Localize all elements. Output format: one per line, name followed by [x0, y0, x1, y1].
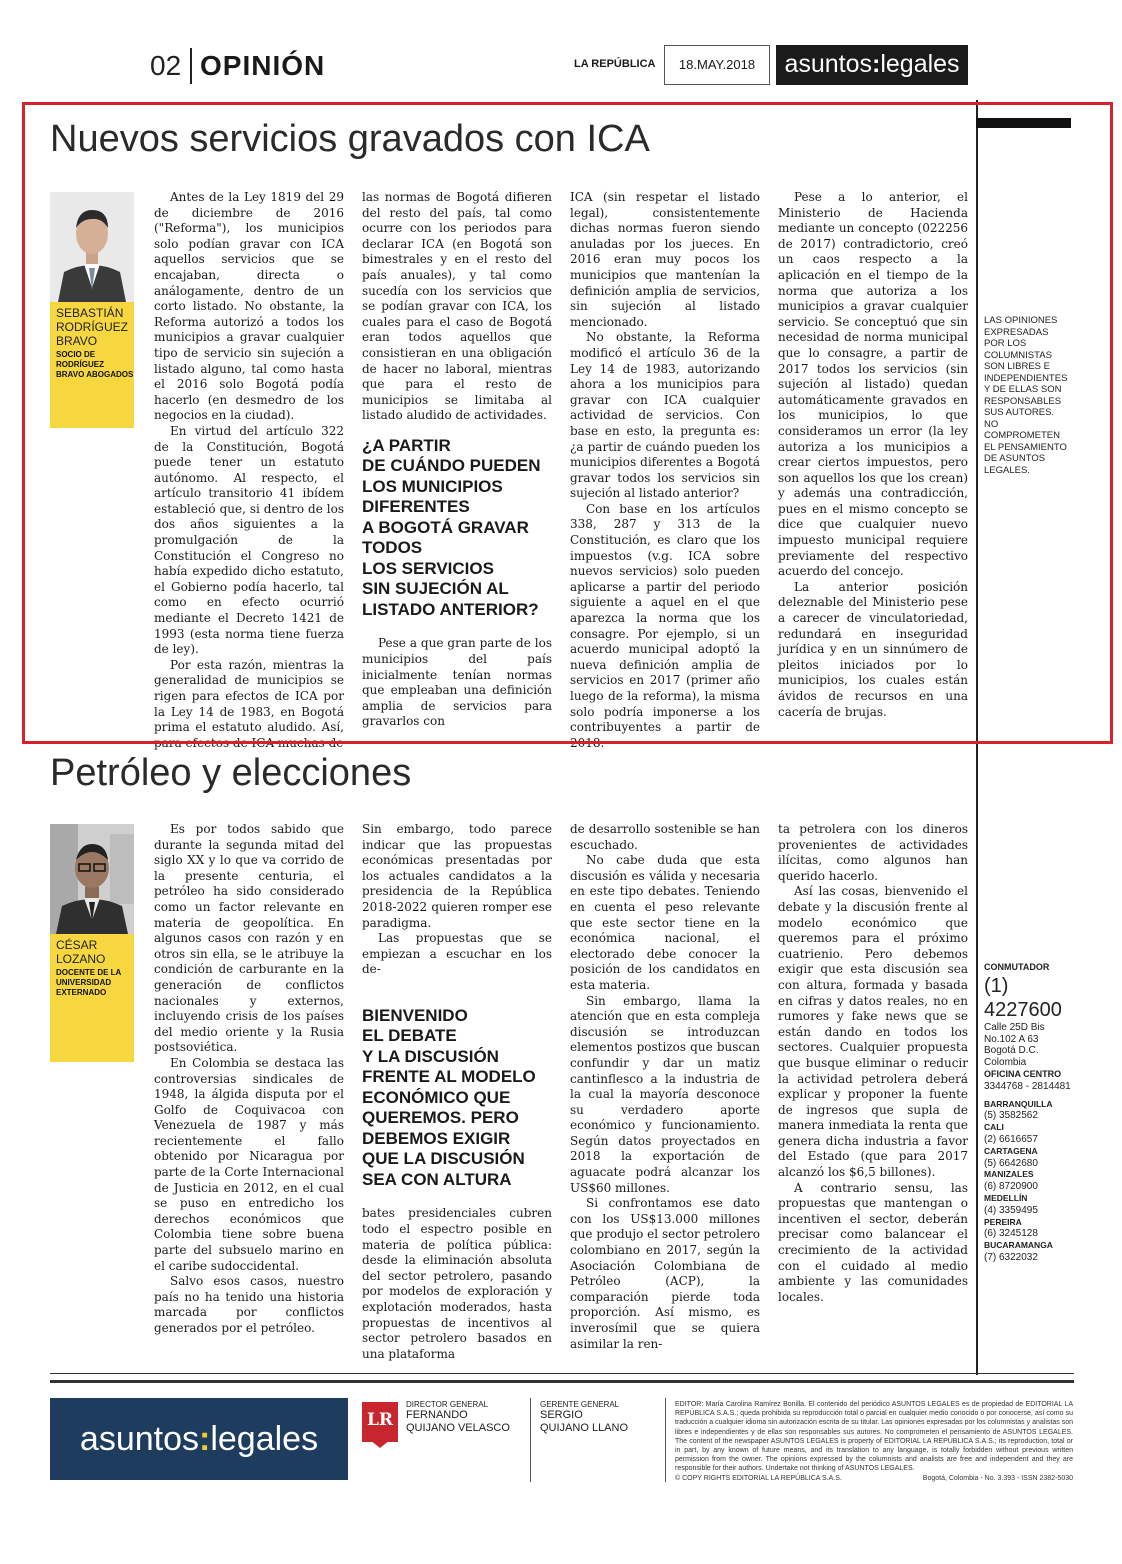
sidebar-top-bar	[976, 118, 1071, 128]
paragraph: Pese a que gran parte de los municipios del país inicialmente tenían normas que empleaban una definición amplia de servicios para gravarlos con	[362, 636, 552, 729]
director-credit: DIRECTOR GENERAL FERNANDO QUIJANO VELASCO	[406, 1400, 510, 1434]
city-phone: (6) 3245128	[984, 1228, 1038, 1240]
address-line: Calle 25D Bis	[984, 1021, 1045, 1033]
paragraph: Así las cosas, bienvenido el debate y la discusión frente al modelo económico que queremos para el próximo cuatrienio. Pero debemos exigir que esta discusión sea con altura, formada y basada en cifras y datos reales, no en rumores y fake news que se están dando en todos los sectores. Cualquier propuesta que busque eliminar o reducir la actividad petrolera deberá explicar y proponer la fuente de ingresos que supla de manera inmediata la renta que genera dicha industria a favor del Estado (que para 2017 alcanzó los $6,5 billones).	[778, 884, 968, 1180]
article1-column-2	[362, 190, 552, 730]
city-name: BUCARAMANGA	[984, 1240, 1053, 1251]
city-name: PEREIRA	[984, 1216, 1022, 1227]
article1-column-3	[570, 190, 760, 751]
article2-author-card	[50, 824, 134, 1062]
address-line: No.102 A 63	[984, 1033, 1039, 1045]
oficina-label: OFICINA CENTRO	[984, 1068, 1062, 1079]
paragraph: Con base en los artículos 338, 287 y 313 de la Constitución, es claro que los impuestos (v.g. ICA sobre nuevos servicios) solo pueden aplicarse a partir del periodo siguiente a aquel en el que aparezca la norma que los consagre. Por ejemplo, si un acuerdo municipal adoptó la nueva definición amplia de servicios en 2017 (primer año luego de la reforma), la misma solo podría imponerse a los contribuyentes a partir de 2018.	[570, 501, 760, 750]
article1-author-card	[50, 192, 134, 428]
paragraph: No obstante, la Reforma modificó el artículo 36 de la Ley 14 de 1983, autorizando ahora a los municipios para gravar con ICA cualquier actividad de servicios. Con base en esto, la pregunta es: ¿a partir de cuándo pueden los municipios diferentes a Bogotá gravar todos los servicios sin sujeción al listado anterior?	[570, 330, 760, 501]
article2-title: Petróleo y elecciones	[50, 752, 412, 794]
pull-quote: ¿A PARTIR DE CUÁNDO PUEDEN LOS MUNICIPIOS DIFERENTES A BOGOTÁ GRAVAR TODOS LOS SERVICIOS SIN SUJECIÓN AL LISTADO ANTERIOR?	[362, 435, 541, 619]
issue-info: Bogotá, Colombia - No. 3.393 - ISSN 2382-5030	[922, 1474, 1073, 1482]
paragraph: Sin embargo, todo parece indicar que las propuestas económicas presentadas por los actuales candidatos a la presidencia de la República 2018-2022 quieren romper ese paradigma.	[362, 822, 552, 930]
paragraph: Es por todos sabido que durante la segunda mitad del siglo XX y lo que va corrido de la presente centuria, el petróleo ha sido considerado como un factor relevante en materia de geopolítica. En algunos casos con razón y en otros sin ella, se le atribuye la condición de carburante en la generación de conflictos nacionales y externos, incluyendo crisis de los países del medio oriente y la Rusia postsoviética.	[154, 822, 344, 1055]
city-phone: (6) 8720900	[984, 1181, 1038, 1193]
article2-column-3	[570, 822, 760, 1352]
city-phone: (7) 6322032	[984, 1251, 1038, 1263]
article2-column-4	[778, 822, 968, 1305]
city-name: MANIZALES	[984, 1169, 1034, 1180]
copyright: © COPY RIGHTS EDITORIAL LA REPÚBLICA S.A.S.	[675, 1474, 842, 1482]
page-header	[150, 44, 970, 88]
paragraph: La anterior posición deleznable del Ministerio pese a carecer de vinculatoriedad, redundará en inseguridad jurídica y en un sinnúmero de pleitos iniciados por lo municipios, los cuales están ávidos de recursos en una cacería de brujas.	[778, 579, 968, 719]
city-phone: (5) 6642680	[984, 1157, 1038, 1169]
author-name: SEBASTIÁN RODRÍGUEZ BRAVO	[56, 306, 128, 348]
paragraph: Las propuestas que se empiezan a escuchar en los de-	[362, 931, 552, 977]
issue-date: 18.MAY.2018	[664, 45, 770, 85]
paragraph: Sin embargo, llama la atención que en esta compleja discusión se introduzcan elementos postizos que buscan confundir y dar un matiz cantinflesco a la industria de la cual la mayoría desconoce su verdadero aporte económico y funcionamiento. Según datos proyectados en 2018 la exportación de aguacate podrá alcanzar los US$60 millones.	[570, 993, 760, 1195]
paragraph: En virtud del artículo 322 de la Constitución, Bogotá puede tener un estatuto autónomo. Al respecto, el artículo transitorio 41 ibídem estableció que, si dentro de los dos años siguientes a la promulgación de la Constitución el Congreso no había expedido dicho estatuto, el Gobierno podía hacerlo, tal como en efecto ocurrió mediante el Decreto 1421 de 1993 (esta norma tiene fuerza de ley).	[154, 423, 344, 657]
author-role: SOCIO DE RODRÍGUEZ BRAVO ABOGADOS	[56, 350, 134, 379]
section-title: OPINIÓN	[200, 50, 326, 81]
pull-quote: BIENVENIDO EL DEBATE Y LA DISCUSIÓN FRENTE AL MODELO ECONÓMICO QUE QUEREMOS. PERO DEBEMOS EXIGIR QUE LA DISCUSIÓN SEA CON ALTURA	[362, 1005, 536, 1189]
paragraph: las normas de Bogotá difieren del resto del país, tal como ocurre con los periodos para declarar ICA (en Bogotá son bimestrales y en el resto del país anuales), y tal como sucedía con los servicios que se podían gravar con ICA, los cuales para el caso de Bogotá eran todos aquellos que consistieran en una obligación de hacer no laboral, mientras que para el resto de municipios se limitaba al listado aludido de actividades.	[362, 190, 552, 423]
paragraph: Por esta razón, mientras la generalidad de municipios se rigen para efectos de ICA por la Ley 14 de 1983, en Bogotá prima el estatuto aludido. Así, para efectos de ICA muchas de	[154, 657, 344, 750]
conmutador-phone: (1) 4227600	[984, 974, 1062, 1021]
paragraph: A contrario sensu, las propuestas que mantengan o incentiven el sector, deberán precisar como balancear el crecimiento de la actividad con el cuidado al medio ambiente y las comunidades locales.	[778, 1180, 968, 1304]
paragraph: Antes de la Ley 1819 del 29 de diciembre de 2016 ("Reforma"), los municipios solo podían gravar con ICA aquellos servicios que se encajaban, directa o análogamente, dentro de un corto listado. No obstante, la Reforma autorizó a todos los municipios a gravar cualquier tipo de servicio sin sujeción a listado alguno, tal como hasta el 2016 solo Bogotá podía hacerlo (en desmedro de los negocios en la ciudad).	[154, 190, 344, 423]
lr-logo: LR	[362, 1402, 398, 1442]
author-role: DOCENTE DE LA UNIVERSIDAD EXTERNADO	[56, 968, 122, 997]
author-name: CÉSAR LOZANO	[56, 938, 106, 966]
footer-divider	[665, 1398, 666, 1482]
article2-column-2	[362, 822, 552, 1362]
footer-brand-logo: asuntos:legales	[50, 1398, 348, 1480]
opinion-disclaimer: LAS OPINIONES EXPRESADAS POR LOS COLUMNISTAS SON LIBRES E INDEPENDIENTES Y DE ELLAS SON RESPONSABLES SUS AUTORES. NO COMPROMETEN EL PENSAMIENTO DE ASUNTOS LEGALES.	[984, 315, 1068, 476]
city-name: CALI	[984, 1122, 1004, 1133]
paragraph: Pese a lo anterior, el Ministerio de Hacienda mediante un concepto (022256 de 2017) contradictorio, creó un caos respecto a la aplicación en el tiempo de la norma que autoriza a los municipios a gravar cualquier servicio. Se conceptuó que sin necesidad de norma municipal que lo consagre, a partir de 2017 todos los servicios (sin sujeción al listado) quedan automáticamente gravados en los municipios, lo que consideramos un error (la ley autoriza a los municipios a crear ciertos impuestos, pero son aquellos los que los crean) y además una contradicción, pues en el mismo concepto se dice que cualquier nuevo impuesto municipal requiere previamente del respectivo acuerdo del concejo.	[778, 190, 968, 579]
paragraph: Salvo esos casos, nuestro país no ha tenido una historia marcada por conflictos generados por el petróleo.	[154, 1274, 344, 1335]
brand-logo: asuntos:legales	[776, 45, 968, 85]
author-photo	[50, 192, 134, 302]
article1-title: Nuevos servicios gravados con ICA	[50, 118, 650, 160]
address-line: Colombia	[984, 1057, 1027, 1069]
article1-column-4	[778, 190, 968, 720]
column-divider	[976, 100, 978, 1375]
header-divider	[190, 48, 192, 84]
paragraph: ta petrolera con los dineros provenientes de actividades ilícitas, como algunos han querido hacerlo.	[778, 822, 968, 883]
conmutador-label: CONMUTADOR	[984, 962, 1050, 972]
oficina-phones: 3344768 - 2814481	[984, 1080, 1071, 1092]
footer-divider	[530, 1398, 531, 1482]
city-name: BARRANQUILLA	[984, 1098, 1053, 1109]
paragraph: No cabe duda que esta discusión es válida y necesaria en este tipo debates. Teniendo en cuenta el peso relevante que este sector tiene en la económica nacional, el electorado debe conocer la posición de los candidatos en esta materia.	[570, 853, 760, 992]
footer-rule	[50, 1380, 1074, 1383]
address-line: Bogotá D.C.	[984, 1045, 1039, 1057]
paper-name: LA REPÚBLICA	[574, 58, 656, 70]
city-phone: (4) 3359495	[984, 1204, 1038, 1216]
contact-info	[984, 962, 1084, 1264]
article1-column-1	[154, 190, 344, 751]
footer-rule	[50, 1373, 1074, 1374]
city-phone: (2) 6616657	[984, 1133, 1038, 1145]
paragraph: Si confrontamos ese dato con los US$13.000 millones que produjo el sector petrolero colombiano en 2017, según la Asociación Colombiana de Petróleo (ACP), la comparación pierde toda proporción. Así mismo, es inverosímil que se quiera asimilar la ren-	[570, 1196, 760, 1351]
paragraph: de desarrollo sostenible se han escuchado.	[570, 822, 760, 852]
city-name: MEDELLÍN	[984, 1192, 1028, 1203]
article2-column-1	[154, 822, 344, 1337]
paragraph: bates presidenciales cubren todo el espectro posible en materia de política pública: desde la eliminación absoluta del sector petrolero, pasando por modelos de exploración y explotación moderados, hasta propuestas de incentivos al sector petrolero basados en una plataforma	[362, 1206, 552, 1361]
legal-notice: EDITOR: María Carolina Ramírez Bonilla. El contenido del periódico ASUNTOS LEGALES es de propiedad de EDITORIAL LA REPÚBLICA S.A.S.; queda prohibida su reproducción total o parcial en cualquier medio conocido o por conocerse, así como su traducción a cualquier idioma sin autorización escrita de su titular. Las opiniones expresadas por los columnistas y analistas son libres e independientes y de ellas son responsables sus autores. No comprometen el pensamiento de ASUNTOS LEGALES. The content of the newspaper ASUNTOS LEGALES is property of EDITORIAL LA REPÚBLICA S.A.S.; its reproduction, total or in part, by any known of future means, and its translation to any language, is totally forbidden without previous written permission from the owner. The opinions expressed by the columnists and analists are free and independent and they are responsible for their authors. Undertake not thinking of ASUNTOS LEGALES. © COPY RIGHTS EDITORIAL LA REPÚBLICA S.A.S. Bogotá, Colombia - No. 3.393 - ISSN 2382-5030	[675, 1401, 1073, 1482]
city-name: CARTAGENA	[984, 1145, 1038, 1156]
author-photo	[50, 824, 134, 934]
gerente-credit: GERENTE GENERAL SERGIO QUIJANO LLANO	[540, 1400, 629, 1434]
paragraph: ICA (sin respetar el listado legal), consistentemente dichas normas fueron siendo anuladas por los jueces. En 2016 eran muy pocos los municipios que mantenían la definición amplia de servicios, sin sujeción al listado mencionado.	[570, 190, 760, 329]
city-phone: (5) 3582562	[984, 1110, 1038, 1122]
paragraph: En Colombia se destaca las controversias sindicales de 1948, la álgida disputa por el Golfo de Coquivacoa con Venezuela de 1987 y más recientemente el fallo obtenido por Nicaragua por parte de la Corte Internacional de Justicia en 2012, en el cual se puso en entredicho los derechos económicos que Colombia tiene sobre buena parte del subsuelo marino en el caribe sudoccidental.	[154, 1055, 344, 1273]
page-number: 02	[150, 50, 182, 81]
